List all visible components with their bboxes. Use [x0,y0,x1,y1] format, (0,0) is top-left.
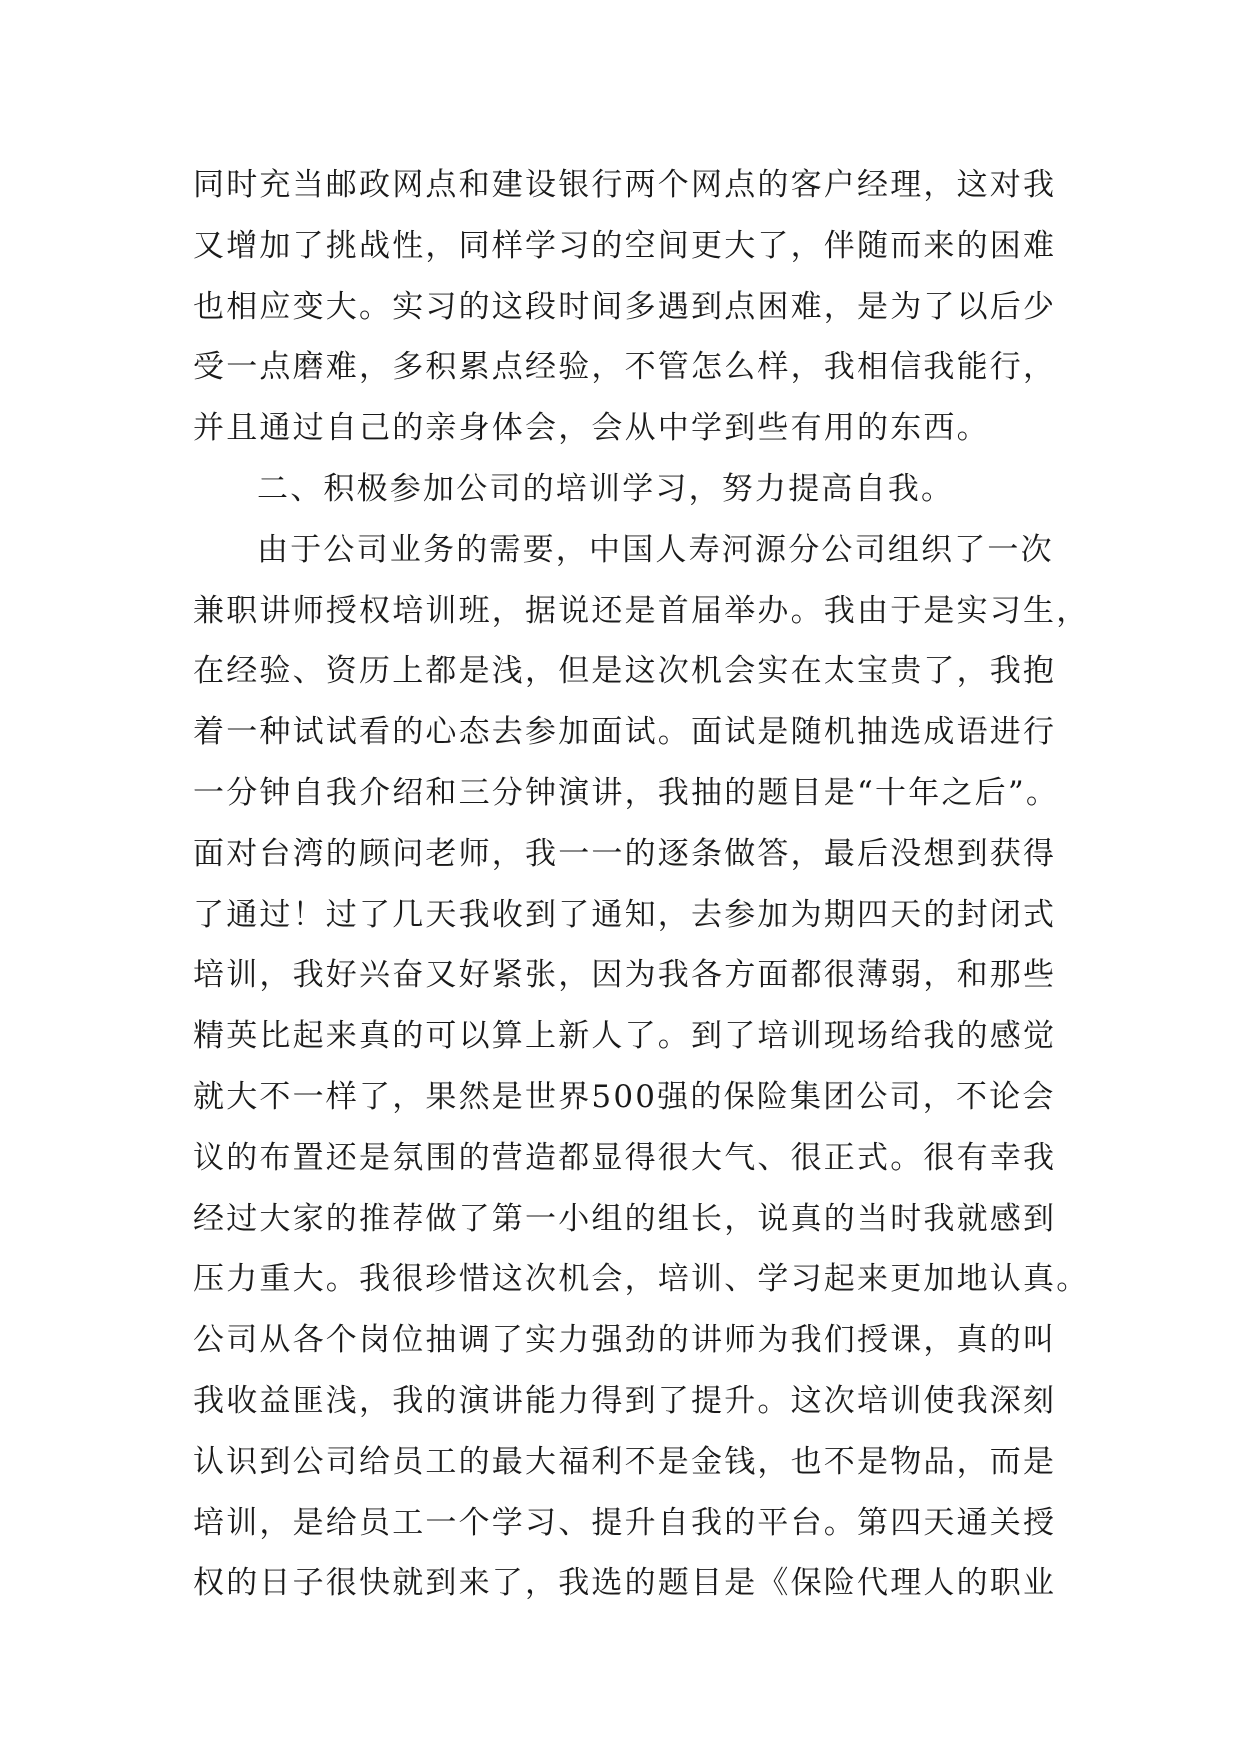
text-line: 培训，我好兴奋又好紧张，因为我各方面都很薄弱，和那些 [193,957,1057,994]
paragraph-start: 由于公司业务的需要，中国人寿河源分公司组织了一次 [257,531,1054,568]
section-heading: 二、积极参加公司的培训学习，努力提高自我。 [257,470,955,507]
text-line: 我收益匪浅，我的演讲能力得到了提升。这次培训使我深刻 [193,1382,1057,1419]
text-line: 也相应变大。实习的这段时间多遇到点困难，是为了以后少 [193,288,1057,325]
text-line: 着一种试试看的心态去参加面试。面试是随机抽选成语进行 [193,714,1057,751]
body-text [193,155,1090,1614]
text-line: 兼职讲师授权培训班，据说还是首届举办。我由于是实习生， [193,592,1090,629]
text-line: 压力重大。我很珍惜这次机会，培训、学习起来更加地认真。 [193,1261,1090,1298]
text-line: 面对台湾的顾问老师，我一一的逐条做答，最后没想到获得 [193,835,1057,872]
text-line: 权的日子很快就到来了，我选的题目是《保险代理人的职业 [193,1565,1057,1602]
text-line: 并且通过自己的亲身体会，会从中学到些有用的东西。 [193,410,990,447]
text-line: 公司从各个岗位抽调了实力强劲的讲师为我们授课，真的叫 [193,1322,1057,1359]
text-line: 受一点磨难，多积累点经验，不管怎么样，我相信我能行， [193,349,1057,386]
text-line: 又增加了挑战性，同样学习的空间更大了，伴随而来的困难 [193,227,1057,264]
text-line: 认识到公司给员工的最大福利不是金钱，也不是物品，而是 [193,1443,1057,1480]
text-line: 就大不一样了，果然是世界500强的保险集团公司，不论会 [193,1078,1056,1115]
text-line: 了通过！过了几天我收到了通知，去参加为期四天的封闭式 [193,896,1057,933]
text-line: 一分钟自我介绍和三分钟演讲，我抽的题目是“十年之后”。 [193,774,1060,811]
text-line: 经过大家的推荐做了第一小组的组长，说真的当时我就感到 [193,1200,1057,1237]
text-line: 同时充当邮政网点和建设银行两个网点的客户经理，这对我 [193,167,1057,203]
text-line: 精英比起来真的可以算上新人了。到了培训现场给我的感觉 [193,1018,1057,1055]
text-line: 在经验、资历上都是浅，但是这次机会实在太宝贵了，我抱 [193,653,1057,690]
text-line: 议的布置还是氛围的营造都显得很大气、很正式。很有幸我 [193,1139,1057,1176]
text-line: 培训，是给员工一个学习、提升自我的平台。第四天通关授 [193,1504,1057,1541]
